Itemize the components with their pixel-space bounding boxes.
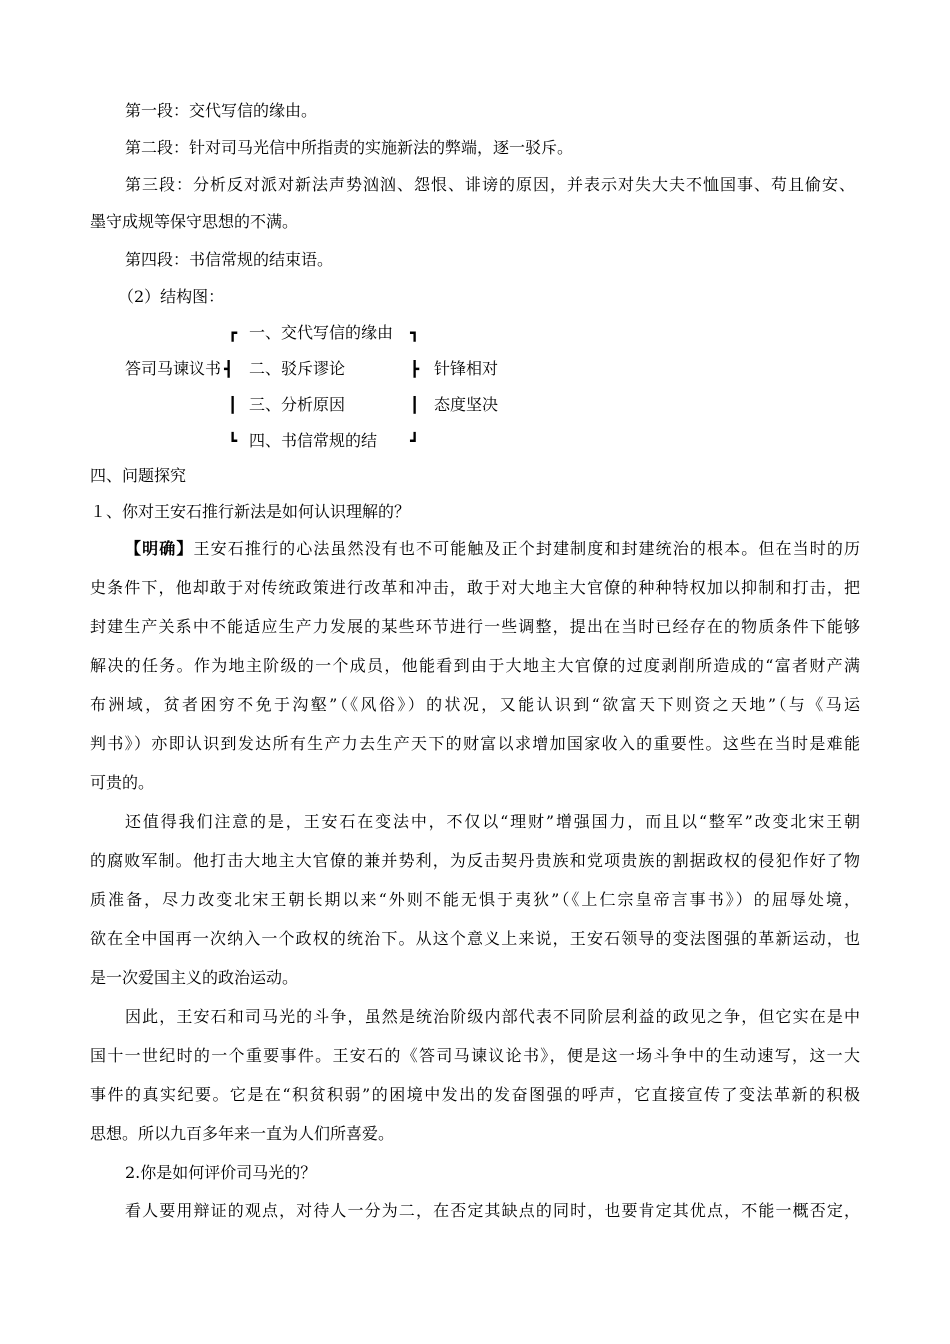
right-bracket-bottom: ┛ <box>410 432 420 450</box>
left-bracket-mid: ┫ <box>224 360 234 378</box>
outline-para-3-line1: 第三段：分析反对派对新法声势汹汹、怨恨、诽谤的原因，并表示对失大夫不恤国事、苟且偷安、 <box>125 175 855 194</box>
answer-3-line-2: 国十一世纪时的一个重要事件。王安石的《答司马谏议论书》，便是这一场斗争中的生动速写，这一大 <box>90 1046 860 1065</box>
section-heading: 四、问题探究 <box>90 466 187 485</box>
answer-1-line-2: 史条件下，他却敢于对传统政策进行改革和冲击，敢于对大地主大官僚的种种特权加以抑制和打击，把 <box>90 578 860 597</box>
outline-para-4: 第四段：书信常规的结束语。 <box>125 250 334 269</box>
answer-1-line-3: 封建生产关系中不能适应生产力发展的某些环节进行一些调整，提出在当时已经存在的物质条件下能够 <box>90 617 860 636</box>
answer-1-line-4: 解决的任务。作为地主阶级的一个成员，他能看到由于大地主大官僚的过度剥削所造成的“富者财产满 <box>90 656 860 675</box>
structure-item-4: 四、书信常规的结 <box>249 431 378 450</box>
structure-root: 答司马谏议书 <box>125 359 222 378</box>
answer-2-line-3: 质准备，尽力改变北宋王朝长期以来“外则不能无惧于夷狄”（《上仁宗皇帝言事书》）的屈辱处境， <box>90 890 860 909</box>
answer-3-line-1: 因此，王安石和司马光的斗争，虽然是统治阶级内部代表不同阶层利益的政见之争，但它实在是中 <box>125 1007 860 1026</box>
left-bracket-top: ┏ <box>228 324 238 342</box>
answer-4-line-1: 看人要用辩证的观点，对待人一分为二，在否定其缺点的同时，也要肯定其优点，不能一概否定， <box>125 1201 860 1220</box>
answer-3-line-3: 事件的真实纪要。它是在“积贫积弱”的困境中发出的发奋图强的呼声，它直接宣传了变法革新的积极 <box>90 1085 860 1104</box>
answer-2-line-4: 欲在全中国再一次纳入一个政权的统治下。从这个意义上来说，王安石领导的变法图强的革新运动，也 <box>90 929 860 948</box>
question-2: 2.你是如何评价司马光的？ <box>125 1163 317 1182</box>
right-bracket-mid: ┣ <box>410 360 420 378</box>
structure-item-1: 一、交代写信的缘由 <box>249 323 394 342</box>
answer-3-line-4: 思想。所以九百多年来一直为人们所喜爱。 <box>90 1124 395 1143</box>
right-bracket-bar: ┃ <box>410 396 420 414</box>
structure-item-3: 三、分析原因 <box>249 395 346 414</box>
answer-1-line-1: 【明确】王安石推行的心法虽然没有也不可能触及正个封建制度和封建统治的根本。但在当时的历 <box>125 539 860 558</box>
structure-heading: （2）结构图： <box>118 287 225 306</box>
outline-para-3-line2: 墨守成规等保守思想的不满。 <box>90 212 299 231</box>
answer-1-line-5: 布洲域，贫者困穷不免于沟壑”（《风俗》）的状况，又能认识到“欲富天下则资之天地”（与《马运 <box>90 695 860 714</box>
right-bracket-top: ┓ <box>410 324 420 342</box>
answer-1-line-7: 可贵的。 <box>90 773 155 792</box>
structure-side-1: 针锋相对 <box>434 359 499 378</box>
question-1: １、你对王安石推行新法是如何认识理解的？ <box>90 502 411 521</box>
left-bracket-bar: ┃ <box>228 396 238 414</box>
answer-1-line-6: 判书》）亦即认识到发达所有生产力去生产天下的财富以求增加国家收入的重要性。这些在当时是难能 <box>90 734 860 753</box>
answer-2-line-2: 的腐败军制。他打击大地主大官僚的兼并势利，为反击契丹贵族和党项贵族的割据政权的侵犯作好了物 <box>90 851 860 870</box>
answer-tag: 【明确】 <box>125 539 194 558</box>
structure-side-2: 态度坚决 <box>434 395 499 414</box>
structure-item-2: 二、驳斥谬论 <box>249 359 346 378</box>
answer-2-line-5: 是一次爱国主义的政治运动。 <box>90 968 299 987</box>
outline-para-2: 第二段：针对司马光信中所指责的实施新法的弊端，逐一驳斥。 <box>125 138 574 157</box>
outline-para-1: 第一段：交代写信的缘由。 <box>125 101 318 120</box>
left-bracket-bottom: ┗ <box>228 432 238 450</box>
answer-2-line-1: 还值得我们注意的是，王安石在变法中，不仅以“理财”增强国力，而且以“整军”改变北宋王朝 <box>125 812 860 831</box>
